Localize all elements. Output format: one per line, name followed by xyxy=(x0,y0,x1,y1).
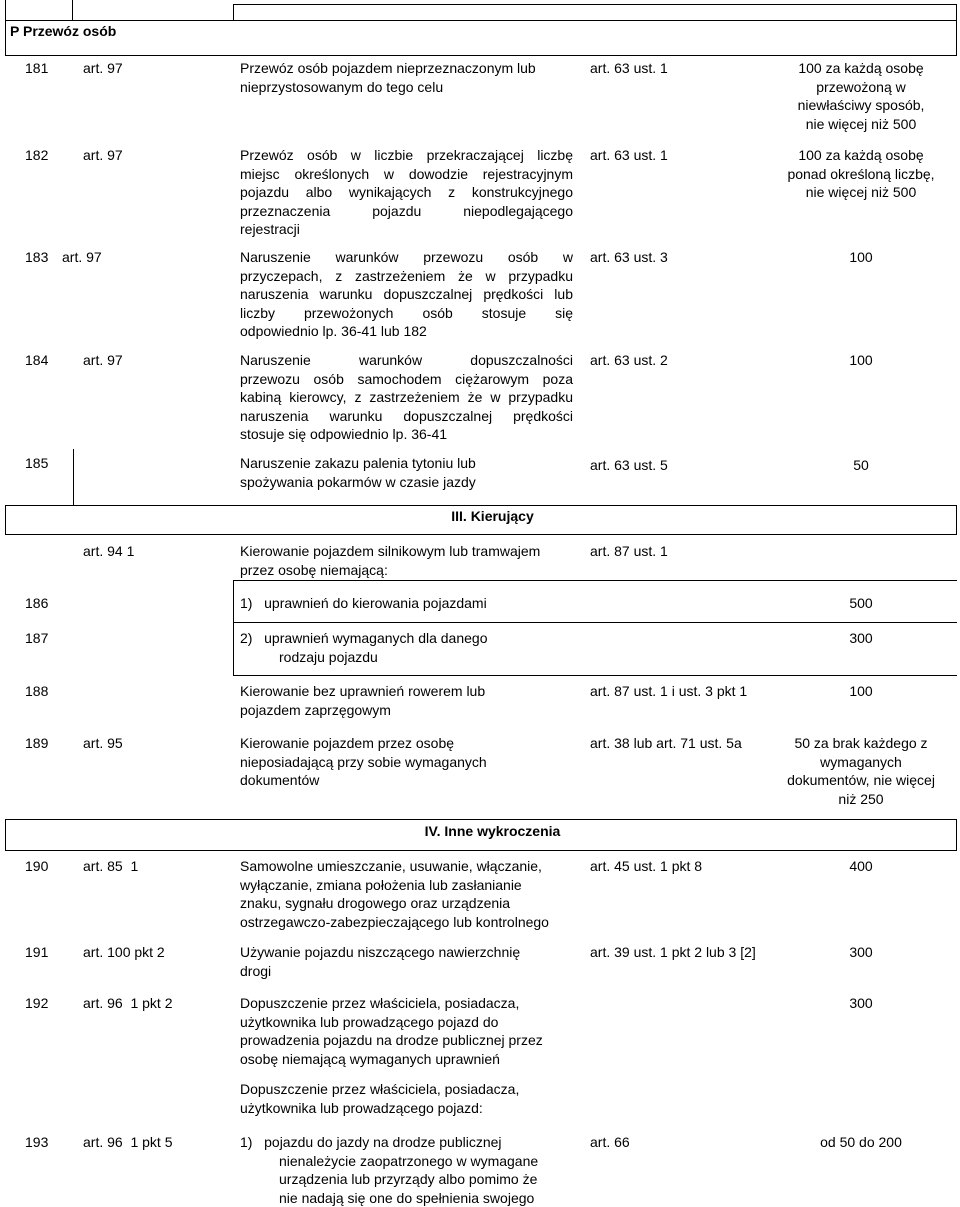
fine-line: 50 xyxy=(766,456,956,475)
description-line: Przewóz osób w liczbie przekraczającej liczbę xyxy=(240,146,573,165)
row-number: 189 xyxy=(25,734,48,753)
rule xyxy=(5,819,957,820)
fine-line: 50 za brak każdego z xyxy=(766,734,956,753)
rule xyxy=(5,0,6,56)
description xyxy=(240,857,549,931)
description xyxy=(240,594,487,613)
description-line: urządzenia lub przyrządy albo pomimo że xyxy=(240,1170,538,1189)
description-line: Używanie pojazdu niszczącego nawierzchnię xyxy=(240,943,520,962)
description-line: Przewóz osób pojazdem nieprzeznaczonym lub xyxy=(240,59,536,78)
rule xyxy=(233,622,957,623)
description-line: przewozu osób samochodem ciężarowym poza xyxy=(240,370,573,389)
fine-line: dokumentów, nie więcej xyxy=(766,771,956,790)
description xyxy=(240,1080,519,1117)
description-line: Kierowanie pojazdem silnikowym lub tramwajem xyxy=(240,542,540,561)
fine-amount xyxy=(766,629,956,648)
description-line: Kierowanie bez uprawnień rowerem lub xyxy=(240,682,485,701)
description-line: Naruszenie zakazu palenia tytoniu lub xyxy=(240,454,476,473)
description xyxy=(240,542,540,579)
article: art. 97 xyxy=(83,351,123,370)
row-number: 186 xyxy=(25,594,48,613)
description-line: nienależycie zaopatrzonego w wymagane xyxy=(240,1152,538,1171)
description-line: osobę niemającą wymaganych uprawnień xyxy=(240,1050,543,1069)
rule xyxy=(956,4,957,56)
description-line: liczby przewożonych osób stosuje się xyxy=(240,304,573,323)
legal-reference: art. 66 xyxy=(590,1133,630,1152)
article: art. 96 1 pkt 5 xyxy=(83,1133,173,1152)
rule xyxy=(73,449,74,505)
description xyxy=(240,351,573,444)
row-number: 181 xyxy=(25,59,48,78)
legal-reference: art. 63 ust. 5 xyxy=(590,456,668,475)
description-line: nieposiadającą przy sobie wymaganych xyxy=(240,753,487,772)
article: art. 97 xyxy=(62,248,102,267)
description-line: nieprzystosowanym do tego celu xyxy=(240,78,536,97)
legal-reference: art. 39 ust. 1 pkt 2 lub 3 [2] xyxy=(590,943,756,962)
row-number: 183 xyxy=(25,248,48,267)
description xyxy=(240,1133,538,1207)
legal-reference: art. 63 ust. 1 xyxy=(590,146,668,165)
description-line: miejsc określonych w dowodzie rejestracyjnym xyxy=(240,165,573,184)
fine-line: 500 xyxy=(766,594,956,613)
description-line: nie nadają się one do spełnienia swojego xyxy=(240,1189,538,1207)
legal-reference: art. 63 ust. 2 xyxy=(590,351,668,370)
fine-line: 100 xyxy=(766,682,956,701)
rule xyxy=(5,55,957,56)
row-number: 188 xyxy=(25,682,48,701)
description-line: naruszenia warunku dopuszczalnej prędkości lub xyxy=(240,285,573,304)
description xyxy=(240,994,543,1068)
legal-reference: art. 38 lub art. 71 ust. 5a xyxy=(590,734,742,753)
description xyxy=(240,682,485,719)
fine-amount xyxy=(766,1133,956,1152)
fine-amount xyxy=(766,248,956,267)
description-line: kabiną kierowcy, z zastrzeżeniem że w przypadku xyxy=(240,388,573,407)
article: art. 97 xyxy=(83,146,123,165)
fine-line: nie więcej niż 500 xyxy=(766,115,956,134)
description-line: Samowolne umieszczanie, usuwanie, włączanie, xyxy=(240,857,549,876)
description-line: Kierowanie pojazdem przez osobę xyxy=(240,734,487,753)
description-line: 2) uprawnień wymaganych dla danego xyxy=(240,629,488,648)
rule xyxy=(5,505,957,506)
description xyxy=(240,59,536,96)
description-line: pojazdem zaprzęgowym xyxy=(240,701,485,720)
rule xyxy=(5,20,957,21)
description-line: prowadzenia pojazdu na drodze publicznej przez xyxy=(240,1031,543,1050)
row-number: 184 xyxy=(25,351,48,370)
article: art. 100 pkt 2 xyxy=(83,943,165,962)
rule xyxy=(233,4,957,5)
fine-amount xyxy=(766,456,956,475)
description xyxy=(240,629,488,666)
row-number: 187 xyxy=(25,629,48,648)
legal-reference: art. 87 ust. 1 i ust. 3 pkt 1 xyxy=(590,682,747,701)
description xyxy=(240,943,520,980)
fine-amount xyxy=(766,682,956,701)
fine-line: 300 xyxy=(766,629,956,648)
fine-amount xyxy=(766,857,956,876)
description xyxy=(240,248,573,341)
article: art. 96 1 pkt 2 xyxy=(83,994,173,1013)
fine-line: 100 za każdą osobę xyxy=(766,146,956,165)
description-line: naruszenia warunku dopuszczalnej prędkości xyxy=(240,407,573,426)
row-number: 193 xyxy=(25,1133,48,1152)
article: art. 94 1 xyxy=(83,542,134,561)
fine-line: wymaganych xyxy=(766,753,956,772)
legal-reference: art. 63 ust. 1 xyxy=(590,59,668,78)
fine-line: 100 xyxy=(766,351,956,370)
rule xyxy=(72,0,73,20)
article: art. 85 1 xyxy=(83,857,138,876)
section-title: IV. Inne wykroczenia xyxy=(5,822,960,841)
description-line: użytkownika lub prowadzącego pojazd: xyxy=(240,1099,519,1118)
fine-line: 300 xyxy=(766,994,956,1013)
rule xyxy=(5,850,957,851)
description-line: Naruszenie warunków przewozu osób w xyxy=(240,248,573,267)
fine-line: od 50 do 200 xyxy=(766,1133,956,1152)
fine-line: przewożoną w xyxy=(766,78,956,97)
section-title: P Przewóz osób xyxy=(10,22,116,41)
rule xyxy=(233,580,957,581)
row-number: 192 xyxy=(25,994,48,1013)
fine-line: nie więcej niż 500 xyxy=(766,183,956,202)
description-line: znaku, sygnału drogowego oraz urządzenia xyxy=(240,894,549,913)
row-number: 190 xyxy=(25,857,48,876)
fine-amount xyxy=(766,59,956,133)
description-line: przeznaczenia pojazdu niepodlegającego xyxy=(240,202,573,221)
description-line: ostrzegawczo-zabezpieczającego lub kontrolnego xyxy=(240,913,549,932)
section-title: III. Kierujący xyxy=(5,507,960,526)
row-number: 191 xyxy=(25,943,48,962)
rule xyxy=(233,4,234,20)
fine-line: niż 250 xyxy=(766,790,956,809)
description-line: odpowiednio lp. 36-41 lub 182 xyxy=(240,322,573,341)
description xyxy=(240,146,573,239)
description-line: rodzaju pojazdu xyxy=(240,648,488,667)
description-line: Dopuszczenie przez właściciela, posiadacza, xyxy=(240,1080,519,1099)
rule xyxy=(233,580,234,676)
fine-amount xyxy=(766,994,956,1013)
description-line: 1) uprawnień do kierowania pojazdami xyxy=(240,594,487,613)
rule xyxy=(5,534,957,535)
description-line: Naruszenie warunków dopuszczalności xyxy=(240,351,573,370)
fine-line: 100 za każdą osobę xyxy=(766,59,956,78)
description-line: dokumentów xyxy=(240,771,487,790)
fine-line: 400 xyxy=(766,857,956,876)
description-line: wyłączanie, zmiana położenia lub zasłanianie xyxy=(240,876,549,895)
rule xyxy=(233,675,957,676)
legal-reference: art. 63 ust. 3 xyxy=(590,248,668,267)
description-line: 1) pojazdu do jazdy na drodze publicznej xyxy=(240,1133,538,1152)
fine-amount xyxy=(766,734,956,808)
fine-amount xyxy=(766,146,956,202)
description-line: stosuje się odpowiednio lp. 36-41 xyxy=(240,425,573,444)
description-line: użytkownika lub prowadzącego pojazd do xyxy=(240,1013,543,1032)
description-line: drogi xyxy=(240,962,520,981)
legal-reference: art. 45 ust. 1 pkt 8 xyxy=(590,857,702,876)
fine-amount xyxy=(766,594,956,613)
fine-line: ponad określoną liczbę, xyxy=(766,165,956,184)
description-line: Dopuszczenie przez właściciela, posiadacza, xyxy=(240,994,543,1013)
fine-line: 100 xyxy=(766,248,956,267)
row-number: 185 xyxy=(25,454,48,473)
description-line: spożywania pokarmów w czasie jazdy xyxy=(240,473,476,492)
row-number: 182 xyxy=(25,146,48,165)
fine-line: 300 xyxy=(766,943,956,962)
legal-reference: art. 87 ust. 1 xyxy=(590,542,668,561)
article: art. 95 xyxy=(83,734,123,753)
description-line: przyczepach, z zastrzeżeniem że w przypadku xyxy=(240,267,573,286)
description-line: przez osobę niemającą: xyxy=(240,561,540,580)
article: art. 97 xyxy=(83,59,123,78)
description-line: rejestracji xyxy=(240,220,573,239)
description-line: pojazdu albo wynikających z konstrukcyjnego xyxy=(240,183,573,202)
fine-amount xyxy=(766,351,956,370)
description xyxy=(240,454,476,491)
fine-amount xyxy=(766,943,956,962)
description xyxy=(240,734,487,790)
fine-line: niewłaściwy sposób, xyxy=(766,96,956,115)
